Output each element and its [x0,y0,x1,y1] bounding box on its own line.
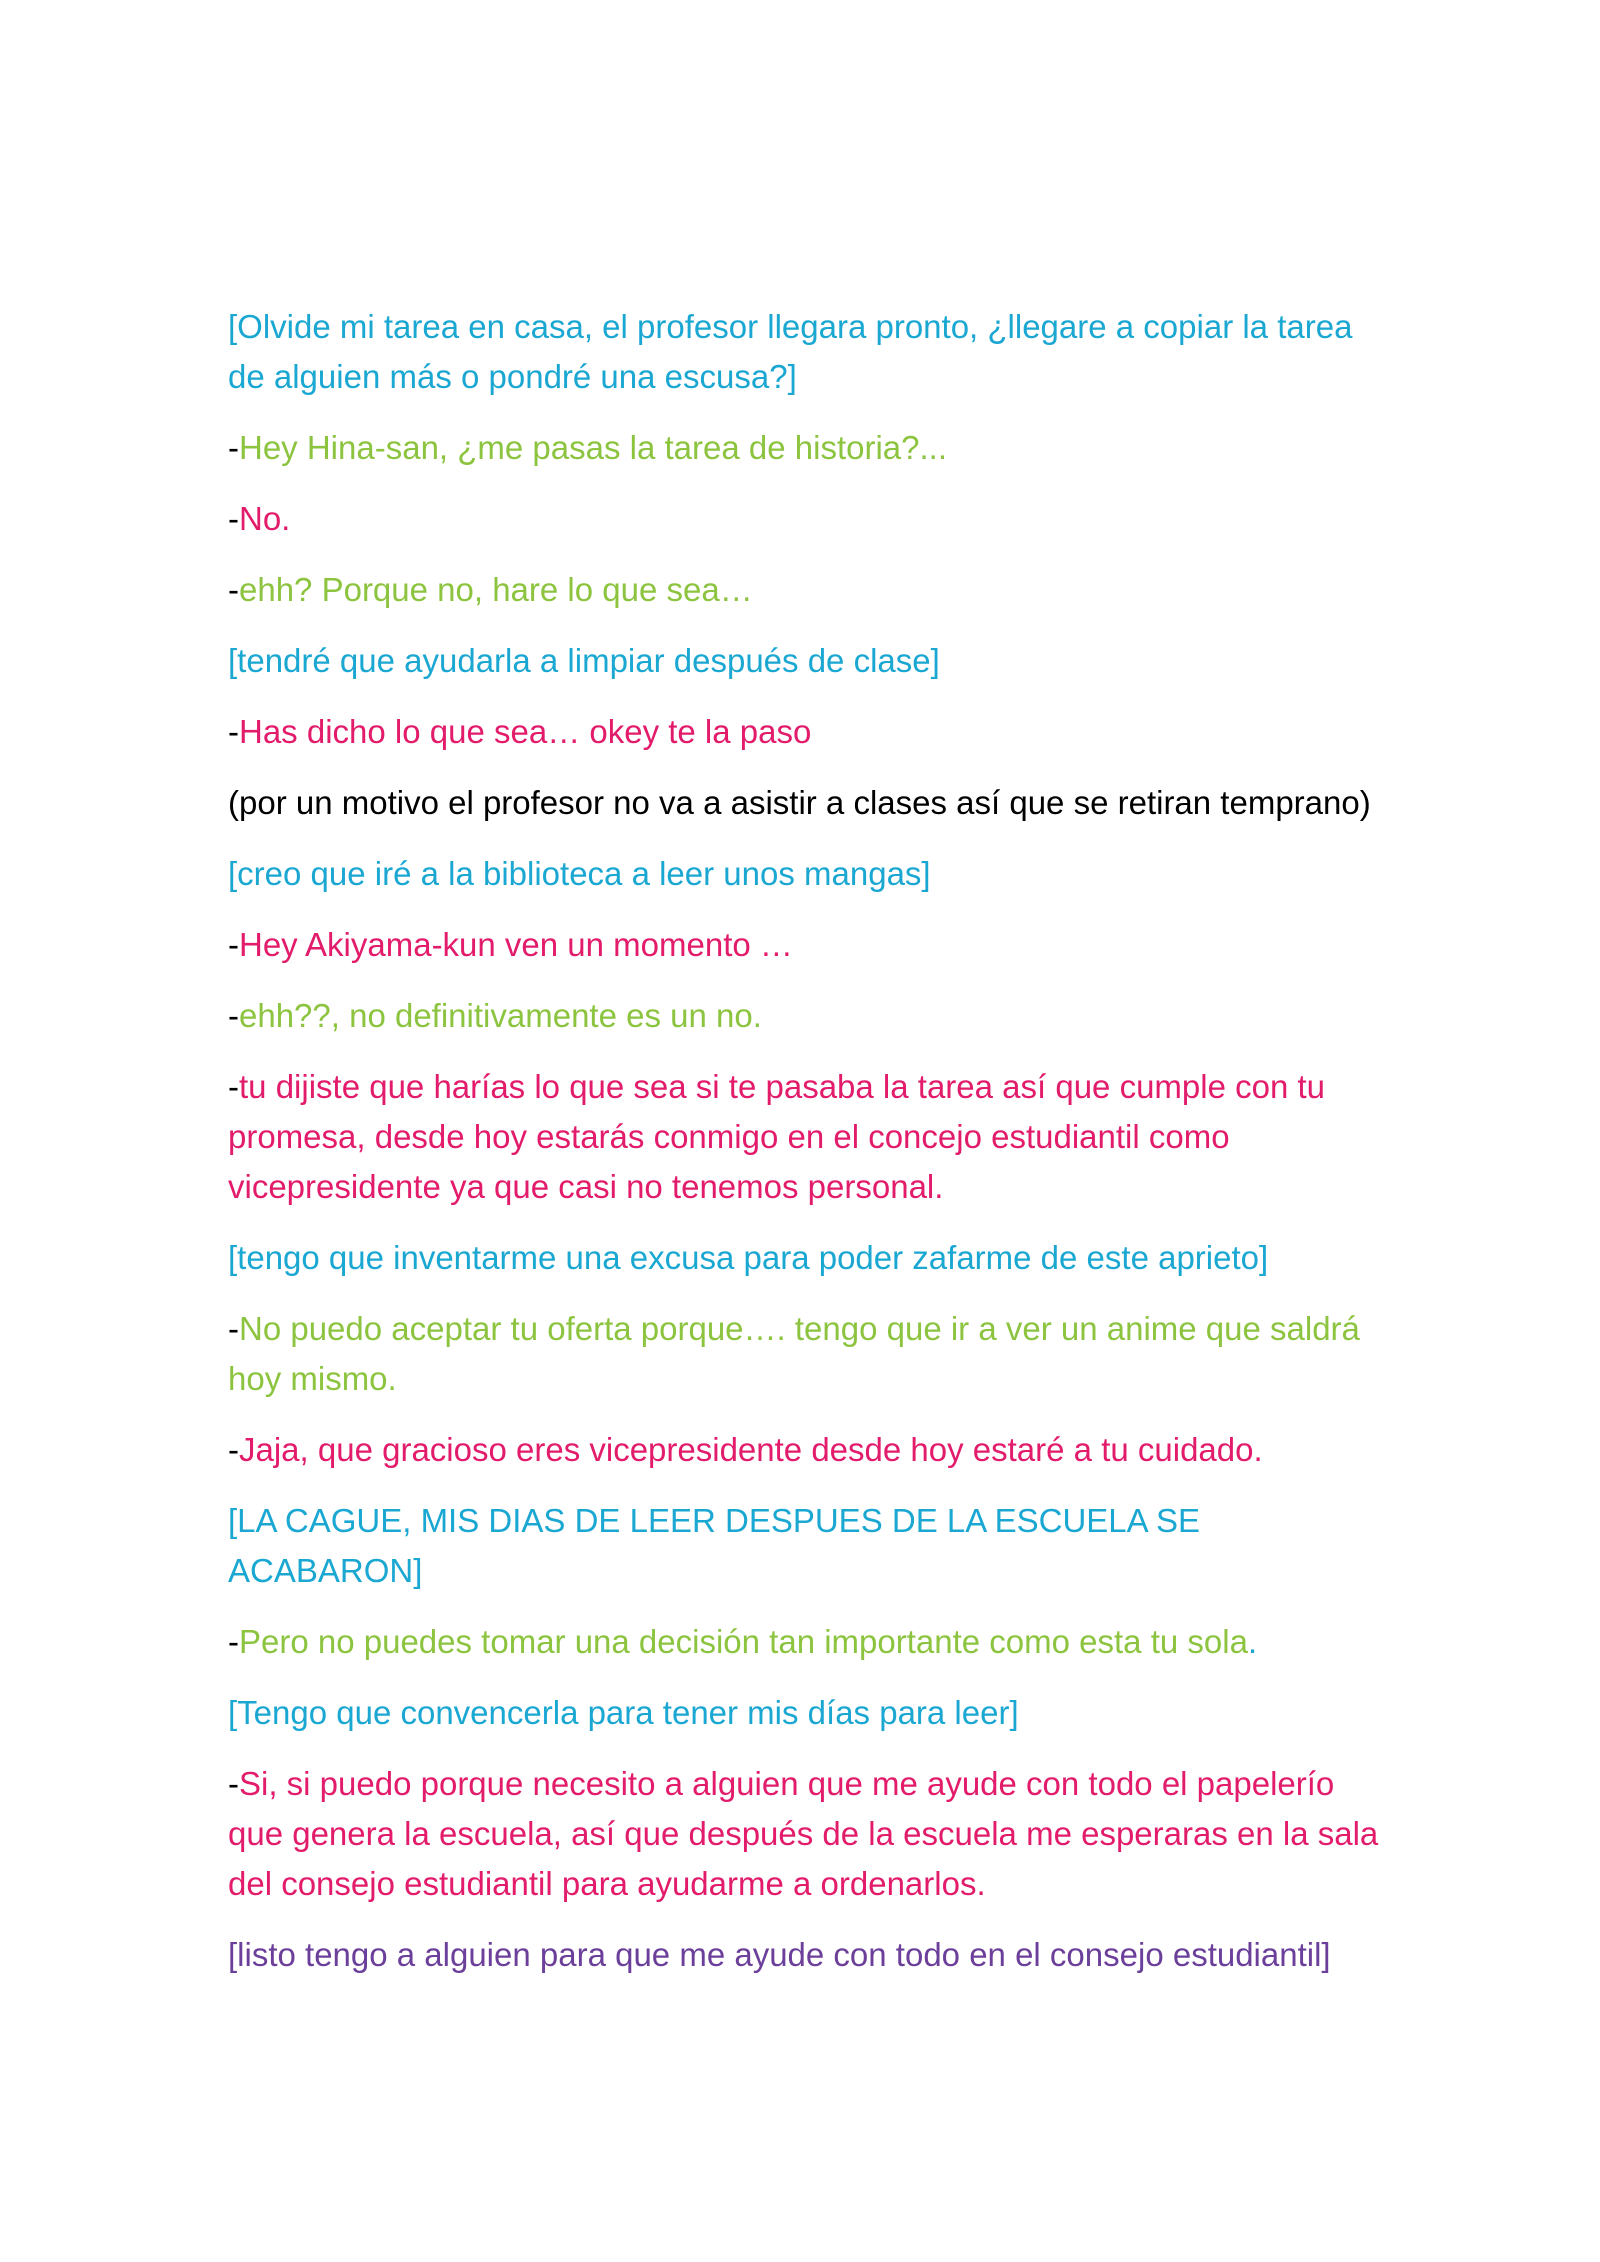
dialogue-text-hina: Hey Akiyama-kun ven un momento … [239,926,793,963]
dialogue-text-narrator-thought: [tengo que inventarme una excusa para poder zafarme de este aprieto] [228,1239,1269,1276]
dialogue-dash: - [228,926,239,963]
dialogue-text-hina: Has dicho lo que sea… okey te la paso [239,713,812,750]
dialogue-dash: - [228,997,239,1034]
dialogue-dash: - [228,1431,239,1468]
dialogue-dash: - [228,429,239,466]
dialogue-line [228,920,1388,970]
dialogue-text-narrator-thought: [creo que iré a la biblioteca a leer unos mangas] [228,855,931,892]
dialogue-text-akiyama: No puedo aceptar tu oferta porque…. tengo que ir a ver un anime que saldrá hoy mismo. [228,1310,1360,1397]
dialogue-line [228,565,1388,615]
dialogue-dash: - [228,1765,239,1802]
dialogue-text-narrator-thought: [Olvide mi tarea en casa, el profesor llegara pronto, ¿llegare a copiar la tarea de alguien más o pondré una escusa?] [228,308,1353,395]
dialogue-line [228,1759,1388,1909]
dialogue-line [228,1425,1388,1475]
dialogue-text-final-thought: [listo tengo a alguien para que me ayude con todo en el consejo estudiantil] [228,1936,1331,1973]
dialogue-dash: - [228,713,239,750]
dialogue-line [228,849,1388,899]
dialogue-text-akiyama: ehh??, no definitivamente es un no. [239,997,762,1034]
dialogue-dash: - [228,1623,239,1660]
dialogue-text-akiyama: ehh? Porque no, hare lo que sea… [239,571,753,608]
dialogue-text [228,302,1388,2001]
dialogue-line [228,1496,1388,1596]
dialogue-line [228,707,1388,757]
dialogue-tail: . [1247,1623,1258,1660]
dialogue-dash: - [228,1068,239,1105]
dialogue-line [228,1233,1388,1283]
dialogue-line [228,1062,1388,1212]
dialogue-text-hina: Jaja, que gracioso eres vicepresidente desde hoy estaré a tu cuidado. [239,1431,1263,1468]
dialogue-line [228,302,1388,402]
dialogue-text-hina: No. [239,500,291,537]
dialogue-text-stage-direction: (por un motivo el profesor no va a asistir a clases así que se retiran temprano) [228,784,1371,821]
dialogue-line [228,423,1388,473]
dialogue-line [228,494,1388,544]
dialogue-line [228,1617,1388,1667]
dialogue-text-narrator-thought: [tendré que ayudarla a limpiar después de clase] [228,642,940,679]
dialogue-text-hina: Si, si puedo porque necesito a alguien que me ayude con todo el papelerío que genera la escuela, así que después de la escuela me esperaras en la sala del consejo estudiantil para ayudarme a ordenarlos. [228,1765,1379,1902]
dialogue-dash: - [228,571,239,608]
dialogue-text-akiyama: Pero no puedes tomar una decisión tan importante como esta tu sola [239,1623,1248,1660]
dialogue-dash: - [228,500,239,537]
dialogue-line [228,1688,1388,1738]
dialogue-line [228,1930,1388,1980]
dialogue-text-akiyama: Hey Hina-san, ¿me pasas la tarea de historia?... [239,429,948,466]
dialogue-line [228,636,1388,686]
dialogue-line [228,1304,1388,1404]
dialogue-dash: - [228,1310,239,1347]
dialogue-line [228,991,1388,1041]
dialogue-text-narrator-thought: [Tengo que convencerla para tener mis días para leer] [228,1694,1019,1731]
dialogue-text-hina: tu dijiste que harías lo que sea si te pasaba la tarea así que cumple con tu promesa, desde hoy estarás conmigo en el concejo estudiantil como vicepresidente ya que casi no tenemos personal. [228,1068,1326,1205]
dialogue-line [228,778,1388,828]
dialogue-text-narrator-thought: [LA CAGUE, MIS DIAS DE LEER DESPUES DE LA ESCUELA SE ACABARON] [228,1502,1201,1589]
